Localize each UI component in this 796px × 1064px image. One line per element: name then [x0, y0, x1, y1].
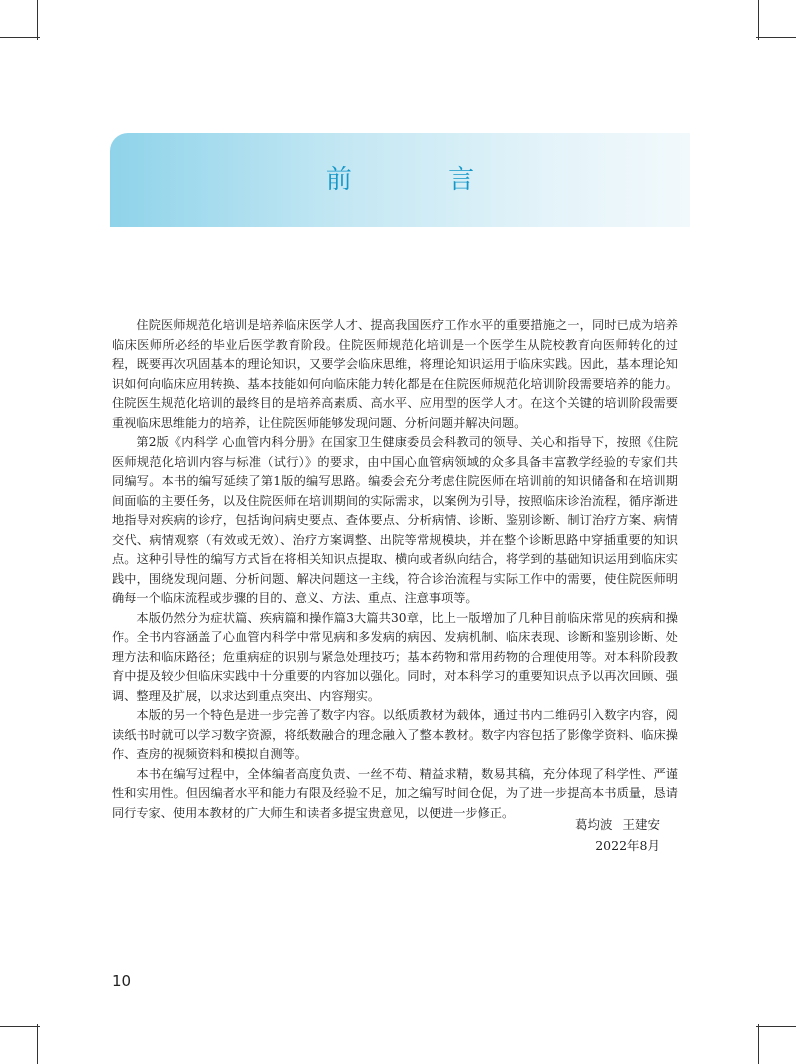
title-banner	[110, 133, 690, 227]
crop-mark	[758, 0, 759, 40]
page-number: 10	[112, 972, 132, 990]
paragraph: 本版仍然分为症状篇、疾病篇和操作篇3大篇共30章，比上一版增加了几种目前临床常见的疾病和操作。全书内容涵盖了心血管内科学中常见病和多发病的病因、发病机制、临床表现、诊断和鉴别诊断、处理方法和临床路径；危重病症的识别与紧急处理技巧；基本药物和常用药物的合理使用等。对本科阶段教育中提及较少但临床实践中十分重要的内容加以强化。同时，对本科学习的重要知识点予以再次回顾、强调、整理及扩展，以求达到重点突出、内容翔实。	[112, 610, 678, 703]
signature-authors: 葛均波 王建安	[575, 817, 660, 832]
crop-mark	[756, 37, 796, 38]
crop-mark	[756, 1026, 796, 1027]
crop-mark	[0, 37, 40, 38]
crop-mark	[37, 0, 38, 40]
preface-body	[112, 316, 678, 823]
paragraph: 住院医师规范化培训是培养临床医学人才、提高我国医疗工作水平的重要措施之一，同时已成为培养临床医师所必经的毕业后医学教育阶段。住院医师规范化培训是一个医学生从院校教育向医师转化的过程，既要再次巩固基本的理论知识，又要学会临床思维，将理论知识运用于临床实践。因此，基本理论知识如何向临床应用转换、基本技能如何向临床能力转化都是在住院医师规范化培训阶段需要培养的能力。住院医生规范化培训的最终目的是培养高素质、高水平、应用型的医学人才。在这个关键的培训阶段需要重视临床思维能力的培养，让住院医师能够发现问题、分析问题并解决问题。	[112, 318, 678, 430]
paragraph: 本版的另一个特色是进一步完善了数字内容。以纸质教材为载体，通过书内二维码引入数字内容，阅读纸书时就可以学习数字资源，将纸数融合的理念融入了整本教材。数字内容包括了影像学资料、临床操作、查房的视频资料和模拟自测等。	[112, 708, 678, 761]
signature-date: 2022年8月	[595, 838, 660, 853]
crop-mark	[37, 1024, 38, 1064]
paragraph: 本书在编写过程中，全体编者高度负责、一丝不苟、精益求精，数易其稿，充分体现了科学性、严谨性和实用性。但因编者水平和能力有限及经验不足，加之编写时间仓促，为了进一步提高本书质量，恳请同行专家、使用本教材的广大师生和读者多提宝贵意见，以便进一步修正。	[112, 766, 678, 820]
paragraph: 第2版《内科学 心血管内科分册》在国家卫生健康委员会科教司的领导、关心和指导下，按照《住院医师规范化培训内容与标准（试行）》的要求，由中国心血管病领域的众多具备丰富教学经验的专家们共同编写。本书的编写延续了第1版的编写思路。编委会充分考虑住院医师在培训前的知识储备和在培训期间面临的主要任务，以及住院医师在培训期间的实际需求，以案例为引导，按照临床诊治流程，循序渐进地指导对疾病的诊疗，包括询问病史要点、查体要点、分析病情、诊断、鉴别诊断、制订治疗方案、病情交代、病情观察（有效或无效）、治疗方案调整、出院等常规模块，并在整个诊断思路中穿插重要的知识点。这种引导性的编写方式旨在将相关知识点提取、横向或者纵向结合，将学到的基础知识运用到临床实践中，围绕发现问题、分析问题、解决问题这一主线，符合诊治流程与实际工作中的需要，使住院医师明确每一个临床流程或步骤的目的、意义、方法、重点、注意事项等。	[112, 435, 678, 605]
crop-mark	[758, 1024, 759, 1064]
crop-mark	[0, 1026, 40, 1027]
page-title: 前 言	[325, 165, 519, 195]
